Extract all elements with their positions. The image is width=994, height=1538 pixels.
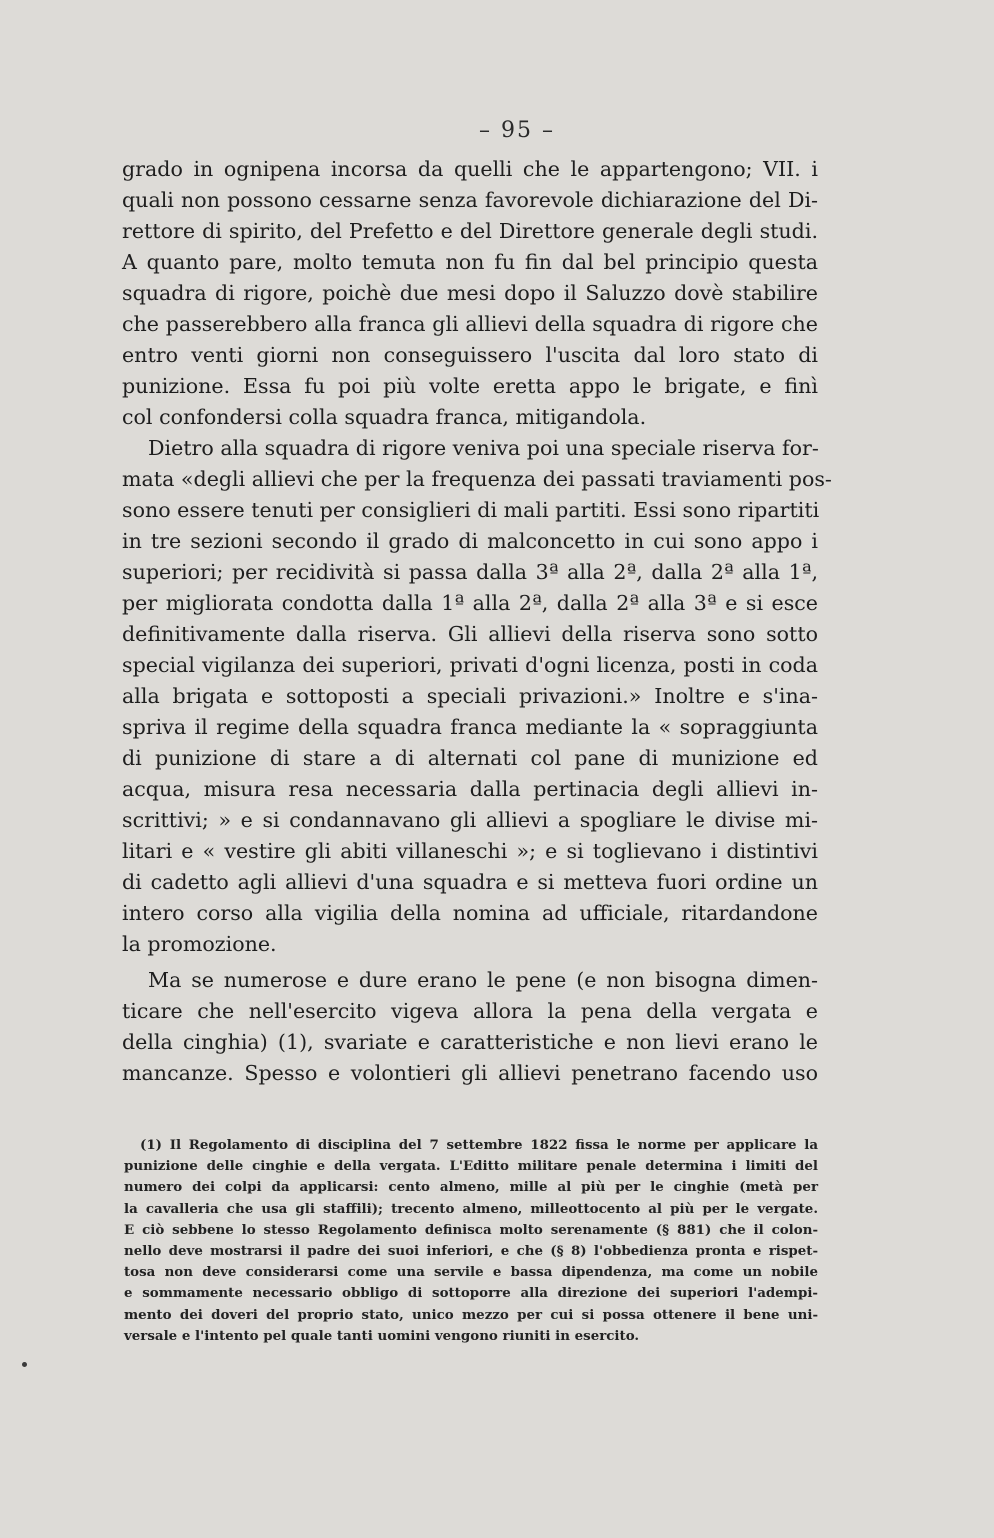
text-line: di cadetto agli allievi d'una squadra e si metteva fuori ordine un	[122, 870, 818, 894]
text-line: ticare che nell'esercito vigeva allora la pena della vergata e	[122, 999, 818, 1023]
text-line: mata «degli allievi che per la frequenza dei passati traviamenti pos-	[122, 467, 832, 491]
text-line: la promozione.	[122, 932, 277, 956]
footnote-line: (1) Il Regolamento di disciplina del 7 settembre 1822 fissa le norme per applicare la	[140, 1137, 818, 1153]
text-line: litari e « vestire gli abiti villaneschi »; e si toglievano i distintivi	[122, 839, 818, 863]
footnote-line: nello deve mostrarsi il padre dei suoi inferiori, e che (§ 8) l'obbedienza pronta e rispet-	[124, 1242, 818, 1259]
footnote	[124, 1135, 818, 1347]
paragraph-start: Ma se numerose e dure erano le pene (e non bisogna dimen-	[148, 968, 818, 992]
text-line: che passerebbero alla franca gli allievi della squadra di rigore che	[122, 312, 818, 336]
text-line: scrittivi; » e si condannavano gli allievi a spogliare le divise mi-	[122, 808, 818, 832]
text-line: quali non possono cessarne senza favorevole dichiarazione del Di-	[122, 188, 818, 212]
text-line: sono essere tenuti per consiglieri di mali partiti. Essi sono ripartiti	[122, 498, 820, 522]
text-line: rettore di spirito, del Prefetto e del Direttore generale degli studi.	[122, 219, 818, 243]
footnote-line: versale e l'intento pel quale tanti uomini vengono riuniti in esercito.	[124, 1327, 640, 1344]
text-line: definitivamente dalla riserva. Gli allievi della riserva sono sotto	[122, 622, 818, 646]
footnote-line: e sommamente necessario obbligo di sottoporre alla direzione dei superiori l'adempi-	[124, 1285, 818, 1302]
text-line: special vigilanza dei superiori, privati d'ogni licenza, posti in coda	[122, 653, 818, 677]
text-line: grado in ognipena incorsa da quelli che le appartengono; VII. i	[122, 157, 818, 181]
text-line: spriva il regime della squadra franca mediante la « sopraggiunta	[122, 715, 818, 739]
footnote-line: la cavalleria che usa gli staffili); trecento almeno, milleottocento al più per le vergate.	[124, 1200, 818, 1217]
main-text	[122, 154, 832, 1089]
text-line: alla brigata e sottoposti a speciali privazioni.» Inoltre e s'ina-	[122, 684, 818, 708]
text-line: punizione. Essa fu poi più volte eretta appo le brigate, e finì	[122, 374, 818, 398]
text-line: di punizione di stare a di alternati col pane di munizione ed	[122, 746, 818, 770]
text-line: intero corso alla vigilia della nomina ad ufficiale, ritardandone	[122, 901, 818, 925]
text-line: per migliorata condotta dalla 1ª alla 2ª, dalla 2ª alla 3ª e si esce	[122, 591, 818, 615]
footnote-line: punizione delle cinghie e della vergata. L'Editto militare penale determina i limiti del	[124, 1158, 818, 1175]
text-line: squadra di rigore, poichè due mesi dopo il Saluzzo dovè stabilire	[122, 281, 818, 305]
text-line: della cinghia) (1), svariate e caratteristiche e non lievi erano le	[122, 1030, 818, 1054]
text-line: A quanto pare, molto temuta non fu fin dal bel principio questa	[122, 250, 818, 274]
paragraph-start: Dietro alla squadra di rigore veniva poi una speciale riserva for-	[148, 436, 819, 460]
text-line: entro venti giorni non conseguissero l'uscita dal loro stato di	[122, 343, 818, 367]
text-line: in tre sezioni secondo il grado di malconcetto in cui sono appo i	[122, 529, 818, 553]
ink-speck	[22, 1362, 27, 1367]
text-line: acqua, misura resa necessaria dalla pertinacia degli allievi in-	[122, 777, 818, 801]
footnote-line: mento dei doveri del proprio stato, unico mezzo per cui si possa ottenere il bene uni-	[124, 1306, 818, 1323]
footnote-line: E ciò sebbene lo stesso Regolamento definisca molto serenamente (§ 881) che il colon-	[124, 1221, 818, 1238]
text-line: mancanze. Spesso e volontieri gli allievi penetrano facendo uso	[122, 1061, 818, 1085]
footnote-line: numero dei colpi da applicarsi: cento almeno, mille al più per le cinghie (metà per	[124, 1179, 818, 1196]
text-line: col confondersi colla squadra franca, mitigandola.	[122, 405, 647, 429]
footnote-line: tosa non deve considerarsi come una servile e bassa dipendenza, ma come un nobile	[124, 1264, 818, 1281]
text-line: superiori; per recidività si passa dalla 3ª alla 2ª, dalla 2ª alla 1ª,	[122, 560, 818, 584]
page-number: – 95 –	[479, 118, 555, 143]
